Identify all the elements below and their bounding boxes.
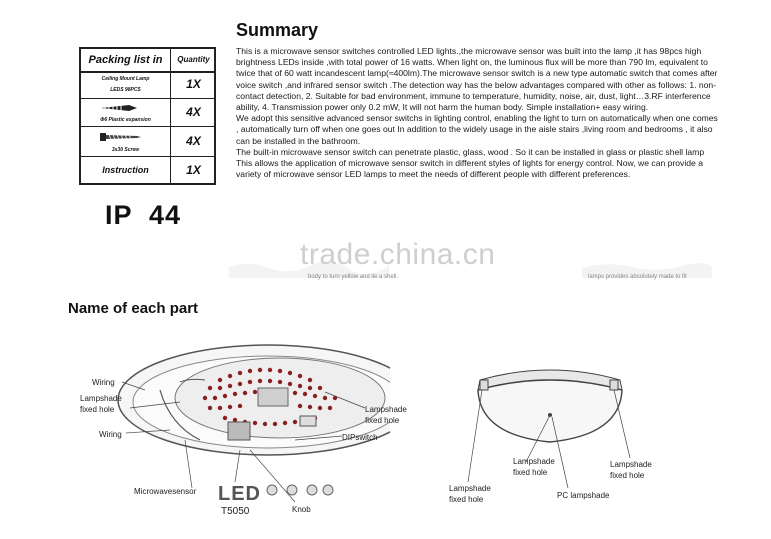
led-logo: LED bbox=[218, 483, 261, 505]
screw-icon bbox=[99, 130, 143, 144]
summary-title: Summary bbox=[236, 20, 319, 40]
label-right-a2: fixed hole bbox=[449, 495, 484, 504]
packing-list-title: Packing list in bbox=[81, 49, 171, 71]
cut-text-left: body to turn yellow and lie a shell. bbox=[308, 274, 399, 280]
label-lampshade-hole-r1: Lampshade bbox=[365, 405, 407, 414]
expansion-caption: Φ6 Plastic expansion bbox=[100, 117, 151, 123]
summary-paragraph-3: The built-in microwave sensor switch can penetrate plastic, glass, wood . So it can be installed in glass or plastic shell lamp This allows the application of microwave sensor switch in different styles of lights for energy control. Now, we can provide a variety of microwave sensor LED lamps to meet the needs of different people with different preferences. bbox=[236, 146, 705, 180]
label-right-b2: fixed hole bbox=[513, 468, 548, 477]
cut-text-right: lamps provides absolutely made to fit bbox=[588, 274, 687, 280]
lamp-caption: Ceiling Mount Lamp bbox=[101, 76, 150, 82]
name-of-each-part-title: Name of each part bbox=[68, 300, 199, 317]
small-led-icons bbox=[262, 481, 342, 503]
label-right-c2: fixed hole bbox=[610, 471, 645, 480]
plastic-expansion-icon bbox=[99, 102, 139, 114]
summary-paragraph-2: We adopt this sensitive advanced sensor switchs in lighting control, enabling the light to turn on automatically when one comes , automatically turn off when one goes out In addition to the widely usage in the aisle stairs ,living room and bedrooms , it also can be installed in the bathroom. bbox=[236, 113, 718, 146]
instruction-label: Instruction bbox=[81, 157, 171, 183]
lamp-caption-2: LEDS 98PCS bbox=[110, 87, 141, 93]
led-model: T5050 bbox=[221, 506, 250, 517]
lamp-qty: 1X bbox=[186, 77, 201, 91]
instruction-qty: 1X bbox=[186, 163, 201, 177]
label-dip-switch: DIPswitch bbox=[342, 433, 378, 442]
label-right-b1: Lampshade bbox=[513, 457, 555, 466]
label-right-a1: Lampshade bbox=[449, 484, 491, 493]
closed-lamp-diagram bbox=[440, 350, 660, 490]
label-right-c1: Lampshade bbox=[610, 460, 652, 469]
label-lampshade-hole-2: fixed hole bbox=[80, 405, 115, 414]
label-wiring-bottom: Wiring bbox=[99, 430, 122, 439]
packing-row-instruction bbox=[81, 157, 214, 183]
packing-list-table bbox=[79, 47, 216, 185]
summary-body bbox=[236, 46, 718, 180]
quantity-header: Quantity bbox=[177, 55, 210, 64]
screw-qty: 4X bbox=[186, 134, 201, 148]
packing-row-screw bbox=[81, 127, 214, 157]
label-lampshade-hole-1: Lampshade bbox=[80, 394, 122, 403]
packing-list-header bbox=[81, 49, 214, 73]
watermark: trade.china.cn bbox=[300, 238, 496, 271]
label-right-pc: PC lampshade bbox=[557, 491, 610, 500]
label-wiring-top: Wiring bbox=[92, 378, 115, 387]
label-lampshade-hole-r2: fixed hole bbox=[365, 416, 400, 425]
label-microwave-sensor: Microwavesensor bbox=[134, 487, 197, 496]
packing-row-expansion bbox=[81, 99, 214, 127]
ip-rating: IP 44 bbox=[105, 200, 182, 230]
packing-row-lamp bbox=[81, 71, 214, 99]
expansion-qty: 4X bbox=[186, 105, 201, 119]
screw-caption: 3x30 Screw bbox=[111, 147, 140, 153]
left-leader-lines bbox=[100, 370, 400, 510]
label-knob: Knob bbox=[292, 505, 311, 514]
summary-paragraph-1: This is a microwave sensor switches controlled LED lights.,the microwave sensor was built into the lamp ,it has 98pcs high brightness LEDs inside ,with total power of 16 watts. When light on, the luminous flux will be more than 790 lm, equivalent to twice that of 60 watt incandescent lamp(≈400lm).The microwave sensor switch is a new type automatic switch that comes after voice switch ,and infrared sensor switch .The detection way has the below advantages compared with other as follows: 1. non-contact detection, 2. Suitable for bad environment, immune to temperature, humidity, noise, air, dust, light…3.RF interference ability, 4. Transmission power only 0.2 mW, It will not harm the human body. Simple installation+ easy wiring. bbox=[236, 46, 718, 113]
